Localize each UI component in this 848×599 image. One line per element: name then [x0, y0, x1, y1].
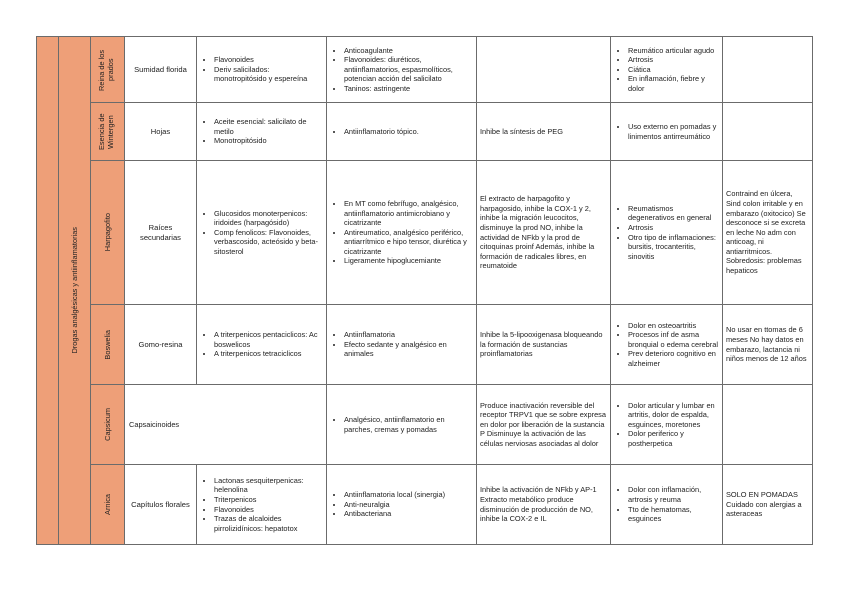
actions-cell: [327, 465, 477, 545]
plant-name: Reina de los prados: [96, 48, 115, 91]
actions-cell: [327, 305, 477, 385]
list-item: • Reumatismos degenerativos en general: [628, 204, 719, 223]
list-item: • Efecto sedante y analgésico en animales: [344, 340, 473, 359]
mechanism-cell: Inhibe la síntesis de PEG: [477, 103, 611, 161]
list-item: • Anticoagulante: [344, 46, 473, 56]
indications-cell: [611, 103, 723, 161]
plant-part: Sumidad florida: [125, 37, 197, 103]
compounds-cell: [197, 37, 327, 103]
mechanism-cell: El extracto de harpagofito y harpagosido, inhibe la COX-1 y 2, inhibe la migración leucocitos, disminuye la prod NO, inhibe la actividad de NFkb y la prod de citoquinas proinf Además, inhibe la formación de radicales libres, en reumatoide: [477, 161, 611, 305]
plant-name: Boswelia: [103, 329, 112, 360]
list-item: • Flavonoides: diuréticos, antiinflamatorios, espasmolíticos, potencian acción del salicilato: [344, 55, 473, 84]
plant-name-cell: [91, 305, 125, 385]
pharmacology-table: [36, 36, 813, 545]
list-item: • Antireumatico, analgésico periférico, antiarrítmico e hipo tensor, diurética y cicatrizante: [344, 228, 473, 257]
list-item: • Ligeramente hipoglucemiante: [344, 256, 473, 266]
actions-cell: [327, 37, 477, 103]
group-label: Drogas analgésicas y antiinflamatorias: [70, 227, 79, 354]
notes-cell: Contraind en úlcera, Sind colon irritable y en embarazo (oxitocico) Se desconoce si se excreta en leche No adm con anticoag, ni antiarritmicos. Sobredosis: problemas hepaticos: [723, 161, 813, 305]
list-item: • Dolor en osteoartritis: [628, 321, 719, 331]
notes-cell: SOLO EN POMADAS Cuidado con alergias a asteraceas: [723, 465, 813, 545]
list-item: • Dolor articular y lumbar en artritis, dolor de espalda, esguinces, moretones: [628, 401, 719, 430]
list-item: • Dolor periferico y postherpetica: [628, 429, 719, 448]
mechanism-cell: Inhibe la activación de NFkb y AP-1 Extracto metabólico produce disminución de producción de NO, inhibe la COX-2 e IL: [477, 465, 611, 545]
compounds-cell: [197, 103, 327, 161]
list-item: • Comp fenolicos: Flavonoides, verbascosido, acteósido y beta-sitosterol: [214, 228, 323, 257]
list-item: • Analgésico, antiinflamatorio en parches, cremas y pomadas: [344, 415, 473, 434]
actions-cell: [327, 385, 477, 465]
table-row: [37, 37, 813, 103]
mechanism-cell: [477, 37, 611, 103]
list-item: • Deriv salicilados: monotropitósido y espereína: [214, 65, 323, 84]
plant-name-cell: [91, 385, 125, 465]
notes-cell: No usar en ttomas de 6 meses No hay datos en embarazo, lactancia ni niños menos de 12 años: [723, 305, 813, 385]
compounds-cell: Capsaicinoides: [125, 385, 327, 465]
list-item: • Antiinflamatoria: [344, 330, 473, 340]
plant-name: Esencia de Wintergen: [96, 113, 115, 150]
mechanism-cell: Inhibe la 5-lipooxigenasa bloqueando la formación de sustancias proinflamatorias: [477, 305, 611, 385]
plant-name-cell: [91, 103, 125, 161]
list-item: • Antiinflamatorio tópico.: [344, 127, 473, 137]
list-item: • Uso externo en pomadas y linimentos antirreumático: [628, 122, 719, 141]
indications-cell: [611, 465, 723, 545]
plant-name-cell: [91, 161, 125, 305]
notes-cell: [723, 103, 813, 161]
indications-cell: [611, 161, 723, 305]
plant-part: Gomo-resina: [125, 305, 197, 385]
compounds-cell: [197, 161, 327, 305]
group-label-cell: [59, 37, 91, 545]
list-item: • Antiinflamatoria local (sinergia): [344, 490, 473, 500]
list-item: • Antibacteriana: [344, 509, 473, 519]
left-margin-band: [37, 37, 59, 545]
mechanism-cell: Produce inactivación reversible del receptor TRPV1 que se sobre expresa en dolor por liberación de la sustancia P Disminuye la activación de las células nerviosas asociadas al dolor: [477, 385, 611, 465]
plant-name-cell: [91, 37, 125, 103]
list-item: • Dolor con inflamación, artrosis y reuma: [628, 485, 719, 504]
indications-cell: [611, 385, 723, 465]
list-item: • Flavonoides: [214, 55, 323, 65]
list-item: • Ciática: [628, 65, 719, 75]
list-item: • En inflamación, fiebre y dolor: [628, 74, 719, 93]
indications-cell: [611, 37, 723, 103]
plant-name-cell: [91, 465, 125, 545]
list-item: • Flavonoides: [214, 505, 323, 515]
table-row: [37, 465, 813, 545]
list-item: • Aceite esencial: salicilato de metilo: [214, 117, 323, 136]
compounds-cell: [197, 305, 327, 385]
list-item: • Artrosis: [628, 55, 719, 65]
table-row: [37, 305, 813, 385]
list-item: • Procesos inf de asma bronquial o edema cerebral: [628, 330, 719, 349]
indications-cell: [611, 305, 723, 385]
list-item: • Triterpenicos: [214, 495, 323, 505]
list-item: • A triterpenicos tetraciclicos: [214, 349, 323, 359]
plant-name: Capsicum: [103, 408, 112, 441]
list-item: • Otro tipo de inflamaciones: bursitis, trocanteritis, sinovitis: [628, 233, 719, 262]
plant-name: Harpagofito: [103, 213, 112, 252]
actions-cell: [327, 103, 477, 161]
table-row: [37, 161, 813, 305]
list-item: • Reumático articular agudo: [628, 46, 719, 56]
list-item: • Glucosidos monoterpenicos: iridoides (harpagósido): [214, 209, 323, 228]
compounds-cell: [197, 465, 327, 545]
plant-part: Raíces secundarias: [125, 161, 197, 305]
actions-cell: [327, 161, 477, 305]
list-item: • Tto de hematomas, esguinces: [628, 505, 719, 524]
list-item: • Monotropitósido: [214, 136, 323, 146]
table-row: [37, 385, 813, 465]
table-row: [37, 103, 813, 161]
list-item: • En MT como febrífugo, analgésico, antiinflamatorio antimicrobiano y cicatrizante: [344, 199, 473, 228]
list-item: • Lactonas sesquiterpenicas: helenolina: [214, 476, 323, 495]
plant-part: Hojas: [125, 103, 197, 161]
notes-cell: [723, 385, 813, 465]
plant-name: Arnica: [103, 494, 112, 515]
list-item: • Artrosis: [628, 223, 719, 233]
notes-cell: [723, 37, 813, 103]
list-item: • Anti-neuralgia: [344, 500, 473, 510]
list-item: • Prev deterioro cognitivo en alzheimer: [628, 349, 719, 368]
plant-part: Capítulos florales: [125, 465, 197, 545]
list-item: • Taninos: astringente: [344, 84, 473, 94]
list-item: • Trazas de alcaloides pirrolizidínicos: hepatotox: [214, 514, 323, 533]
list-item: • A triterpenicos pentaciclicos: Ac boswelicos: [214, 330, 323, 349]
